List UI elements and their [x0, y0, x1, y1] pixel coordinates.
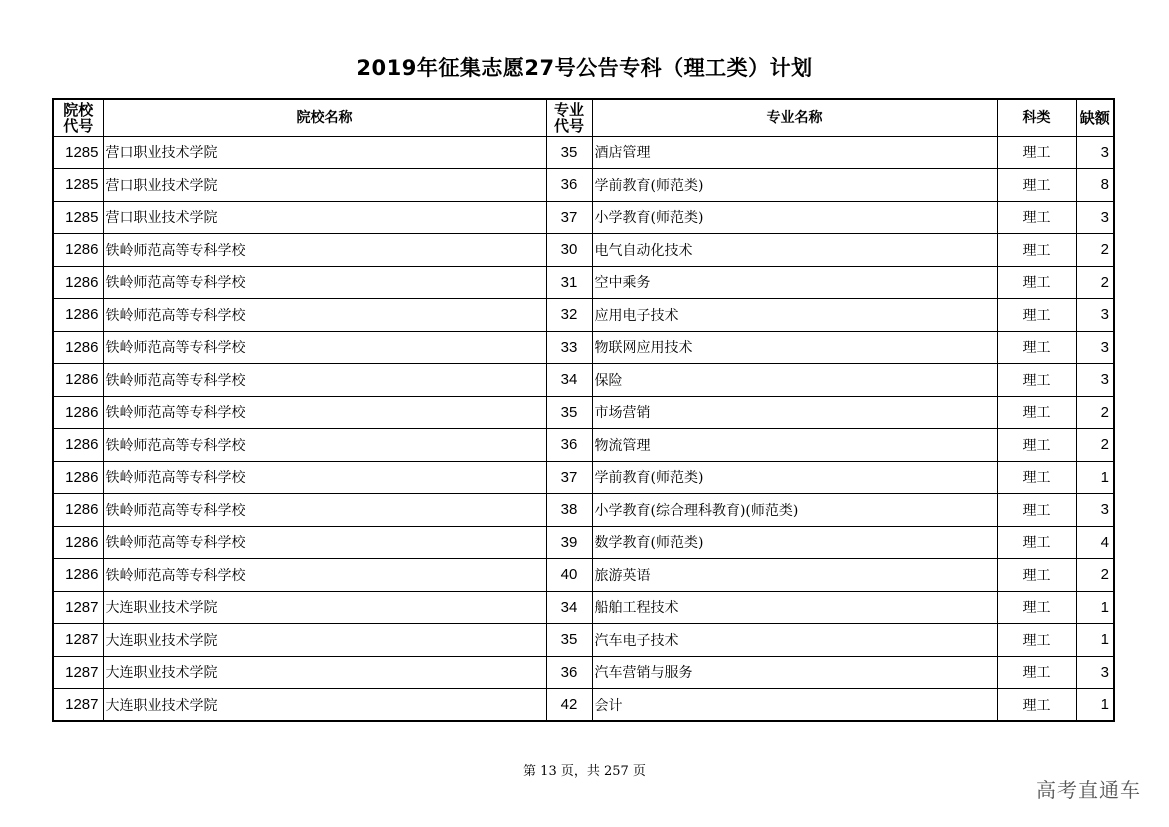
cell-school-code: 1285: [53, 169, 103, 202]
cell-school-code: 1286: [53, 364, 103, 397]
cell-school-name: 铁岭师范高等专科学校: [103, 396, 546, 429]
table-row: [53, 396, 1114, 429]
cell-quota: 3: [1076, 136, 1114, 169]
table-header: [53, 99, 1114, 136]
cell-school-name: 铁岭师范高等专科学校: [103, 526, 546, 559]
cell-quota: 3: [1076, 299, 1114, 332]
cell-school-code: 1287: [53, 689, 103, 722]
cell-major-code: 34: [546, 364, 592, 397]
cell-quota: 1: [1076, 689, 1114, 722]
cell-category: 理工: [997, 364, 1076, 397]
cell-category: 理工: [997, 461, 1076, 494]
cell-quota: 3: [1076, 364, 1114, 397]
table-row: [53, 169, 1114, 202]
cell-category: 理工: [997, 266, 1076, 299]
cell-category: 理工: [997, 526, 1076, 559]
cell-major-name: 学前教育(师范类): [592, 461, 997, 494]
cell-category: 理工: [997, 331, 1076, 364]
cell-category: 理工: [997, 234, 1076, 267]
table-row: [53, 429, 1114, 462]
cell-school-name: 铁岭师范高等专科学校: [103, 266, 546, 299]
cell-school-name: 铁岭师范高等专科学校: [103, 234, 546, 267]
cell-school-code: 1285: [53, 136, 103, 169]
cell-category: 理工: [997, 299, 1076, 332]
table-row: [53, 461, 1114, 494]
cell-quota: 3: [1076, 201, 1114, 234]
cell-school-code: 1287: [53, 656, 103, 689]
cell-major-code: 40: [546, 559, 592, 592]
cell-major-code: 33: [546, 331, 592, 364]
cell-major-code: 37: [546, 201, 592, 234]
watermark: 高考直通车: [1036, 778, 1141, 802]
table-row: [53, 331, 1114, 364]
cell-major-name: 旅游英语: [592, 559, 997, 592]
cell-school-name: 大连职业技术学院: [103, 624, 546, 657]
cell-quota: 2: [1076, 559, 1114, 592]
cell-major-name: 应用电子技术: [592, 299, 997, 332]
cell-school-code: 1286: [53, 526, 103, 559]
admission-plan-table: [52, 98, 1115, 722]
cell-quota: 2: [1076, 234, 1114, 267]
table-row: [53, 266, 1114, 299]
cell-school-code: 1286: [53, 396, 103, 429]
table-row: [53, 526, 1114, 559]
cell-major-code: 36: [546, 656, 592, 689]
cell-major-name: 空中乘务: [592, 266, 997, 299]
cell-category: 理工: [997, 656, 1076, 689]
cell-major-code: 34: [546, 591, 592, 624]
cell-school-name: 营口职业技术学院: [103, 201, 546, 234]
header-quota: 缺额: [1076, 99, 1114, 136]
cell-school-name: 铁岭师范高等专科学校: [103, 559, 546, 592]
cell-major-code: 35: [546, 136, 592, 169]
table-row: [53, 689, 1114, 722]
table-row: [53, 201, 1114, 234]
cell-category: 理工: [997, 591, 1076, 624]
cell-quota: 2: [1076, 266, 1114, 299]
cell-major-name: 数学教育(师范类): [592, 526, 997, 559]
table-row: [53, 494, 1114, 527]
cell-school-code: 1286: [53, 299, 103, 332]
table-row: [53, 364, 1114, 397]
table-row: [53, 234, 1114, 267]
table-row: [53, 656, 1114, 689]
cell-school-name: 铁岭师范高等专科学校: [103, 429, 546, 462]
cell-major-code: 36: [546, 169, 592, 202]
cell-major-code: 37: [546, 461, 592, 494]
cell-major-name: 小学教育(师范类): [592, 201, 997, 234]
cell-quota: 2: [1076, 396, 1114, 429]
header-major-code: 专业代号: [546, 99, 592, 136]
header-school-code: 院校代号: [53, 99, 103, 136]
cell-category: 理工: [997, 169, 1076, 202]
cell-major-name: 物流管理: [592, 429, 997, 462]
cell-category: 理工: [997, 429, 1076, 462]
cell-category: 理工: [997, 201, 1076, 234]
cell-major-name: 电气自动化技术: [592, 234, 997, 267]
table-row: [53, 591, 1114, 624]
cell-major-code: 32: [546, 299, 592, 332]
cell-major-name: 会计: [592, 689, 997, 722]
cell-category: 理工: [997, 559, 1076, 592]
cell-school-name: 大连职业技术学院: [103, 656, 546, 689]
cell-school-name: 铁岭师范高等专科学校: [103, 461, 546, 494]
cell-major-name: 保险: [592, 364, 997, 397]
cell-major-code: 36: [546, 429, 592, 462]
cell-category: 理工: [997, 624, 1076, 657]
cell-category: 理工: [997, 494, 1076, 527]
cell-school-name: 铁岭师范高等专科学校: [103, 364, 546, 397]
cell-major-code: 38: [546, 494, 592, 527]
cell-major-code: 31: [546, 266, 592, 299]
cell-major-code: 39: [546, 526, 592, 559]
cell-school-code: 1287: [53, 591, 103, 624]
cell-school-name: 营口职业技术学院: [103, 136, 546, 169]
cell-major-code: 35: [546, 396, 592, 429]
table-row: [53, 559, 1114, 592]
cell-school-code: 1286: [53, 331, 103, 364]
cell-major-name: 学前教育(师范类): [592, 169, 997, 202]
cell-school-name: 营口职业技术学院: [103, 169, 546, 202]
cell-category: 理工: [997, 136, 1076, 169]
cell-quota: 3: [1076, 656, 1114, 689]
table-row: [53, 299, 1114, 332]
cell-category: 理工: [997, 689, 1076, 722]
table-body: [53, 136, 1114, 721]
cell-school-code: 1286: [53, 494, 103, 527]
cell-quota: 3: [1076, 331, 1114, 364]
cell-school-code: 1287: [53, 624, 103, 657]
cell-school-code: 1286: [53, 461, 103, 494]
cell-major-name: 市场营销: [592, 396, 997, 429]
page-footer: 第 13 页，共 257 页: [523, 764, 646, 779]
cell-quota: 1: [1076, 461, 1114, 494]
cell-quota: 1: [1076, 591, 1114, 624]
cell-quota: 2: [1076, 429, 1114, 462]
cell-school-name: 大连职业技术学院: [103, 591, 546, 624]
cell-school-name: 大连职业技术学院: [103, 689, 546, 722]
header-row: [53, 99, 1114, 136]
cell-category: 理工: [997, 396, 1076, 429]
cell-major-code: 42: [546, 689, 592, 722]
cell-major-name: 汽车电子技术: [592, 624, 997, 657]
cell-school-code: 1285: [53, 201, 103, 234]
cell-major-name: 汽车营销与服务: [592, 656, 997, 689]
cell-major-name: 小学教育(综合理科教育)(师范类): [592, 494, 997, 527]
cell-quota: 3: [1076, 494, 1114, 527]
cell-major-name: 船舶工程技术: [592, 591, 997, 624]
header-category: 科类: [997, 99, 1076, 136]
cell-major-code: 30: [546, 234, 592, 267]
cell-school-code: 1286: [53, 266, 103, 299]
cell-school-code: 1286: [53, 429, 103, 462]
cell-school-code: 1286: [53, 559, 103, 592]
table-row: [53, 136, 1114, 169]
cell-school-name: 铁岭师范高等专科学校: [103, 494, 546, 527]
cell-major-name: 物联网应用技术: [592, 331, 997, 364]
cell-school-name: 铁岭师范高等专科学校: [103, 331, 546, 364]
cell-major-code: 35: [546, 624, 592, 657]
cell-quota: 4: [1076, 526, 1114, 559]
cell-school-name: 铁岭师范高等专科学校: [103, 299, 546, 332]
header-school-name: 院校名称: [103, 99, 546, 136]
cell-quota: 8: [1076, 169, 1114, 202]
table-row: [53, 624, 1114, 657]
page-title: 2019年征集志愿27号公告专科（理工类）计划: [356, 56, 813, 80]
cell-major-name: 酒店管理: [592, 136, 997, 169]
cell-school-code: 1286: [53, 234, 103, 267]
header-major-name: 专业名称: [592, 99, 997, 136]
cell-quota: 1: [1076, 624, 1114, 657]
